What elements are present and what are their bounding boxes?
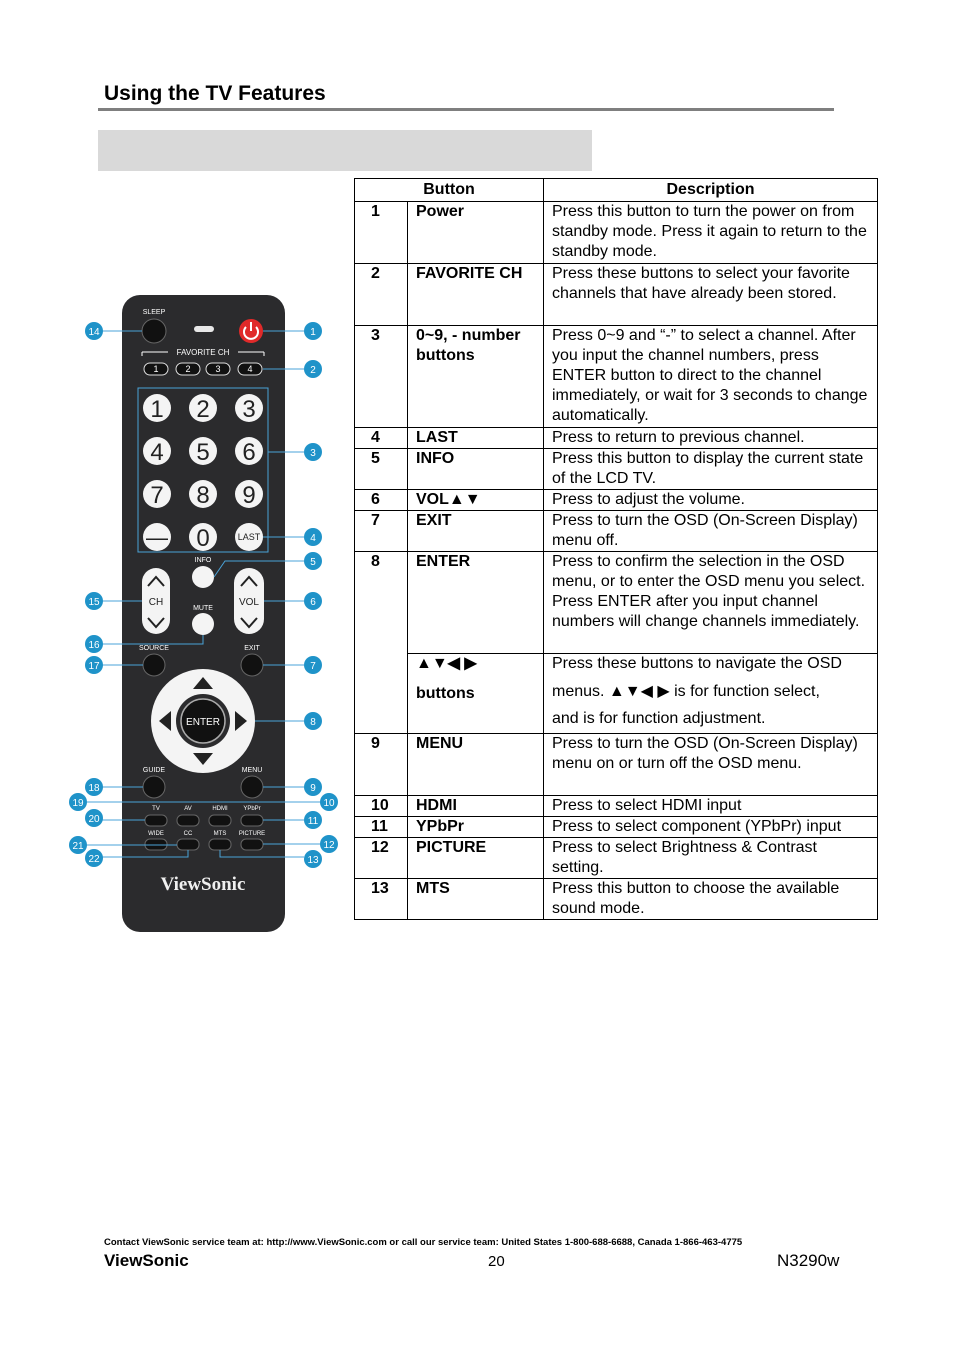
footer-model: N3290w [777, 1251, 840, 1270]
row-description [544, 654, 878, 734]
footer-contact: Contact ViewSonic service team at: http://www.ViewSonic.com or call our service team: United States 1-800-688-6688, Canada 1-866-463-4775 [104, 1237, 743, 1248]
digit-label: — [146, 525, 168, 550]
cc-button [177, 839, 199, 850]
remote-control-illustration [60, 290, 350, 940]
enter-label: ENTER [186, 717, 220, 728]
row-button-name: FAVORITE CH [408, 264, 544, 326]
row-number: 7 [355, 511, 408, 552]
menu-button [241, 776, 263, 798]
picture-button [241, 839, 263, 850]
label-cc: CC [183, 831, 193, 837]
row-button-name: ENTER [408, 552, 544, 654]
row-number: 3 [355, 326, 408, 428]
desc-line: menus. ▲▼◀ ▶ is for function select, [552, 683, 820, 700]
digit-label: 6 [242, 439, 256, 466]
label-wide: WIDE [148, 831, 164, 837]
desc-line: and is for function adjustment. [552, 710, 766, 727]
label-source: SOURCE [139, 645, 169, 652]
table-row [355, 449, 878, 490]
label-ch: CH [148, 597, 164, 608]
svg-text:11: 11 [307, 816, 319, 827]
row-description: Press to turn the OSD (On-Screen Display) menu on or turn off the OSD menu. [544, 734, 878, 796]
digit-label: 1 [150, 396, 164, 423]
label-mts: MTS [213, 831, 227, 837]
svg-text:18: 18 [88, 783, 100, 794]
row-description: Press this button to choose the available sound mode. [544, 879, 878, 920]
svg-text:15: 15 [88, 597, 100, 608]
row-button-name: LAST [408, 428, 544, 449]
svg-text:19: 19 [72, 798, 84, 809]
row-number: 10 [355, 796, 408, 817]
svg-text:5: 5 [310, 557, 316, 568]
table-row [355, 511, 878, 552]
svg-text:9: 9 [310, 783, 316, 794]
label-guide: GUIDE [142, 767, 166, 774]
exit-button [241, 654, 263, 676]
svg-text:2: 2 [310, 365, 316, 376]
guide-button [143, 776, 165, 798]
row-description: Press to turn the OSD (On-Screen Display) menu off. [544, 511, 878, 552]
svg-text:17: 17 [88, 661, 100, 672]
table-row [355, 817, 878, 838]
label-menu: MENU [241, 767, 263, 774]
ypbpr-button [241, 815, 263, 826]
row-button-name: PICTURE [408, 838, 544, 879]
label-exit: EXIT [244, 645, 260, 652]
digit-label: 3 [242, 396, 256, 423]
svg-text:4: 4 [310, 533, 316, 544]
table-row [355, 796, 878, 817]
digit-label: 8 [196, 482, 210, 509]
table-row [355, 734, 878, 796]
mute-button [192, 613, 214, 635]
fav-key-label: 3 [215, 364, 221, 374]
label-mute: MUTE [193, 605, 213, 612]
svg-text:3: 3 [310, 448, 316, 459]
footer-brand: ViewSonic [104, 1251, 189, 1270]
table-row [355, 654, 878, 734]
label-info: INFO [194, 557, 212, 564]
row-number: 11 [355, 817, 408, 838]
digit-label: 4 [150, 439, 164, 466]
svg-text:8: 8 [310, 717, 316, 728]
row-button-name: Power [408, 202, 544, 264]
info-button [192, 566, 214, 588]
row-description: Press to return to previous channel. [544, 428, 878, 449]
table-row [355, 428, 878, 449]
label-hdmi: HDMI [212, 806, 228, 812]
fav-key-label: 1 [153, 364, 159, 374]
table-row [355, 490, 878, 511]
row-description: Press this button to display the current state of the LCD TV. [544, 449, 878, 490]
label-ypbpr: YPbPr [243, 806, 261, 812]
digit-label: 0 [196, 525, 210, 552]
row-number: 8 [355, 552, 408, 734]
label-sleep: SLEEP [142, 309, 166, 316]
fav-key-label: 2 [185, 364, 191, 374]
digit-label: 9 [242, 482, 256, 509]
svg-text:16: 16 [88, 640, 100, 651]
mts-button [209, 839, 231, 850]
row-description: Press these buttons to select your favorite channels that have already been stored. [544, 264, 878, 326]
row-description: Press to select component (YPbPr) input [544, 817, 878, 838]
row-button-name: INFO [408, 449, 544, 490]
row-button-name: YPbPr [408, 817, 544, 838]
row-description: Press to adjust the volume. [544, 490, 878, 511]
table-row [355, 202, 878, 264]
row-description: Press to confirm the selection in the OSD menu, or to enter the OSD menu you select. Press ENTER after you input channel numbers will change channels immediately. [544, 552, 878, 654]
svg-text:22: 22 [88, 854, 100, 865]
table-row [355, 838, 878, 879]
svg-text:10: 10 [323, 798, 335, 809]
remote-brand: ViewSonic [160, 874, 246, 895]
row-number: 1 [355, 202, 408, 264]
page-number: 20 [488, 1253, 505, 1270]
arrow-buttons-label: buttons [416, 685, 475, 702]
grey-banner [98, 130, 592, 171]
svg-text:21: 21 [72, 841, 84, 852]
row-number: 9 [355, 734, 408, 796]
arrow-glyphs: ▲▼◀ ▶ [416, 655, 477, 672]
header-description: Description [544, 179, 878, 202]
table-row [355, 552, 878, 654]
row-description: Press to select Brightness & Contrast setting. [544, 838, 878, 879]
sleep-button [142, 319, 166, 343]
digit-label: 2 [196, 396, 210, 423]
svg-text:1: 1 [310, 327, 316, 338]
table-row [355, 879, 878, 920]
svg-text:13: 13 [307, 855, 319, 866]
row-number: 6 [355, 490, 408, 511]
row-number: 5 [355, 449, 408, 490]
row-button-name: HDMI [408, 796, 544, 817]
svg-text:12: 12 [323, 840, 335, 851]
row-button-name: EXIT [408, 511, 544, 552]
label-favorite: FAVORITE CH [176, 348, 230, 357]
av-button [177, 815, 199, 826]
row-button-name: MTS [408, 879, 544, 920]
fav-key-label: 4 [247, 364, 253, 374]
tv-button [145, 815, 167, 826]
table-row [355, 326, 878, 428]
svg-text:6: 6 [310, 597, 316, 608]
label-vol: VOL [238, 597, 260, 608]
row-number: 13 [355, 879, 408, 920]
title-divider [98, 108, 834, 111]
digit-label: 5 [196, 439, 210, 466]
row-number: 2 [355, 264, 408, 326]
row-button-name: 0~9, - number buttons [408, 326, 544, 428]
table-row [355, 264, 878, 326]
label-av: AV [184, 806, 192, 812]
row-number: 12 [355, 838, 408, 879]
arrow-buttons-name [408, 654, 544, 734]
label-picture: PICTURE [238, 831, 266, 837]
row-button-name: MENU [408, 734, 544, 796]
row-description: Press this button to turn the power on from standby mode. Press it again to return to the standby mode. [544, 202, 878, 264]
row-description: Press to select HDMI input [544, 796, 878, 817]
button-description-table [354, 178, 878, 920]
ir-led [194, 326, 214, 332]
row-button-name: VOL▲▼ [408, 490, 544, 511]
label-tv: TV [152, 806, 160, 812]
table-header-row [355, 179, 878, 202]
svg-text:20: 20 [88, 814, 100, 825]
row-description: Press 0~9 and “-” to select a channel. After you input the channel numbers, press ENTER button to direct to the channel immediately, or wait for 3 seconds to change automatically. [544, 326, 878, 428]
section-title: Using the TV Features [104, 82, 326, 105]
desc-line: Press these buttons to navigate the OSD [552, 655, 842, 672]
source-button [143, 654, 165, 676]
hdmi-button [209, 815, 231, 826]
last-label: LAST [237, 532, 261, 542]
svg-text:7: 7 [310, 661, 316, 672]
header-button: Button [355, 179, 544, 202]
digit-label: 7 [150, 482, 164, 509]
row-number: 4 [355, 428, 408, 449]
svg-text:14: 14 [88, 327, 100, 338]
